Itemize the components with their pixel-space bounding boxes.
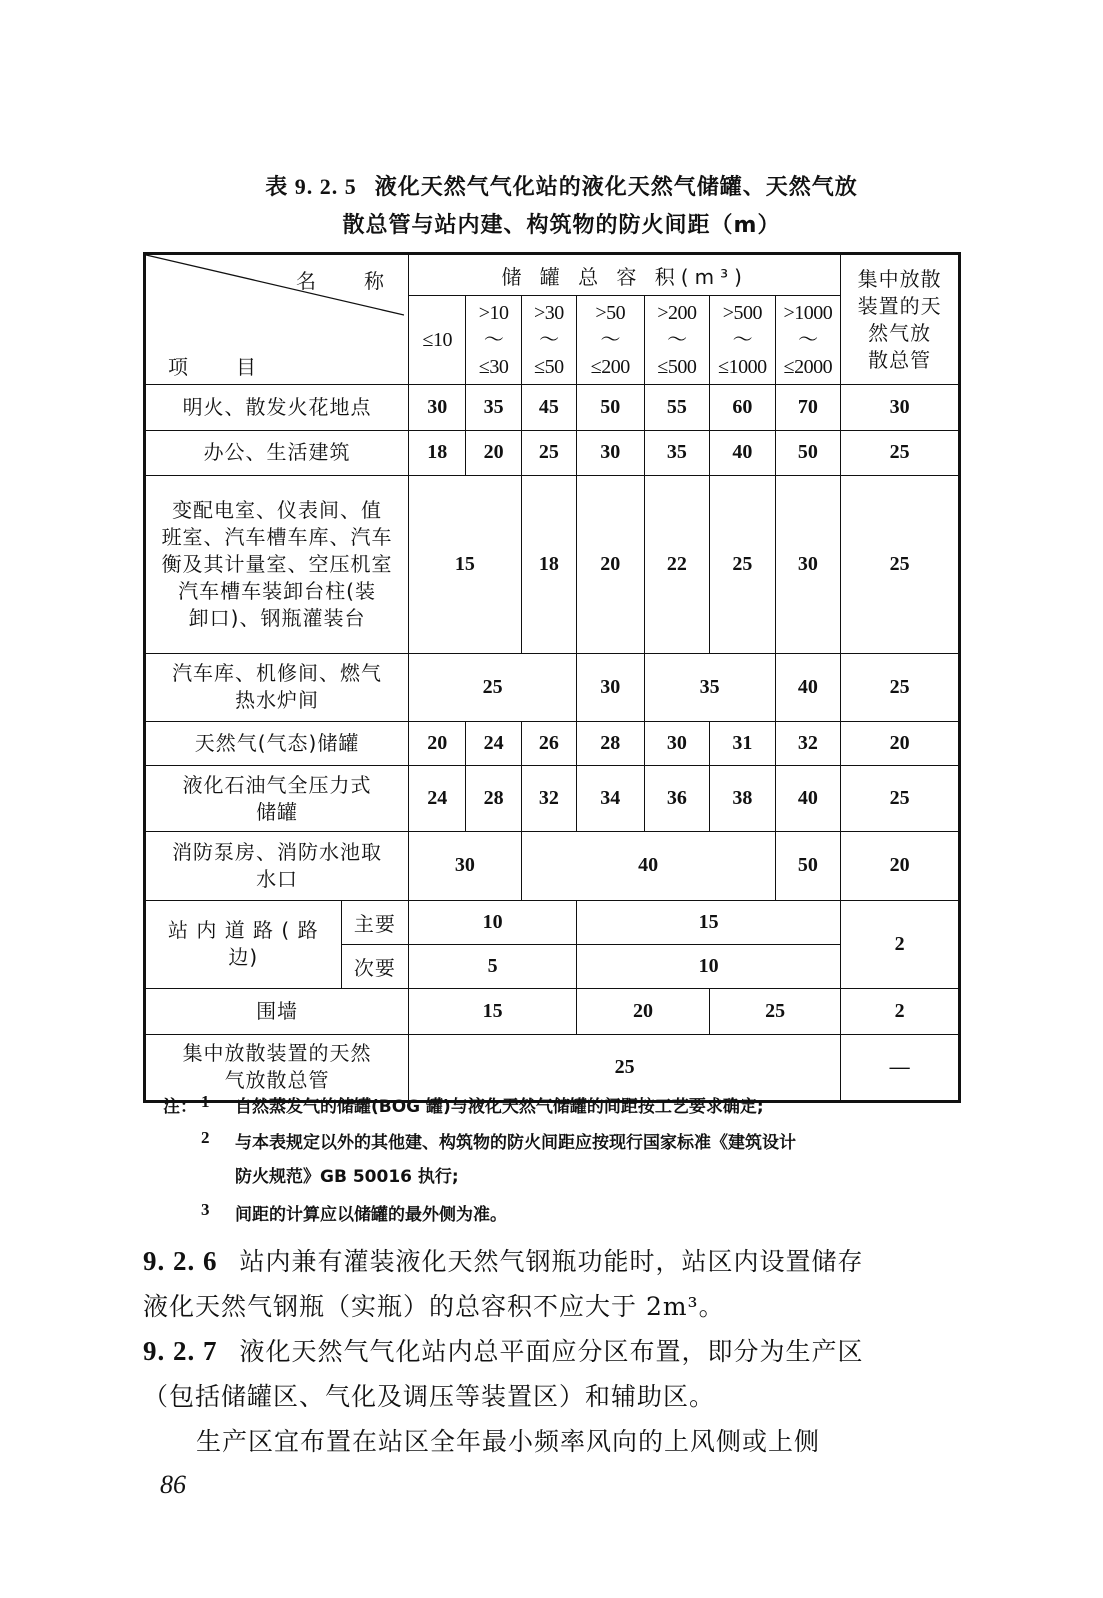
corner-name-label: 名 称	[296, 269, 398, 293]
table-row	[145, 900, 960, 944]
cell-value: 5	[409, 944, 577, 988]
table-row	[145, 653, 960, 721]
paragraph-9-2-6-line-1: 9. 2. 6 站内兼有灌装液化天然气钢瓶功能时，站区内设置储存	[143, 1246, 864, 1276]
cell-value: 35	[644, 430, 710, 475]
cell-value: 55	[644, 385, 710, 430]
row-label: 明火、散发火花地点	[145, 385, 409, 430]
cell-value: 10	[409, 900, 577, 944]
cell-value: 50	[775, 430, 841, 475]
row-label: 天然气(气态)储罐	[145, 721, 409, 765]
cell-collect: 2	[841, 900, 960, 989]
caption-line-1: 液化天然气气化站的液化天然气储罐、天然气放	[374, 175, 858, 200]
cell-collect: —	[841, 1034, 960, 1101]
cell-value: 35	[644, 653, 775, 721]
road-minor-label: 次要	[341, 944, 409, 988]
cell-value: 40	[775, 653, 841, 721]
notes-prefix: 注：	[163, 1097, 197, 1117]
cell-value: 28	[466, 766, 521, 832]
cell-value: 20	[577, 476, 645, 654]
cell-value: 45	[521, 385, 576, 430]
note-num: 1	[201, 1092, 210, 1111]
row-label: 站 内 道 路 ( 路 边)	[145, 900, 342, 989]
collect-header: 集中放散 装置的天 然气放 散总管	[841, 254, 960, 385]
row-label: 围墙	[145, 989, 409, 1034]
cell-value: 15	[409, 989, 577, 1034]
table-row	[145, 989, 960, 1034]
note-text: 防火规范》GB 50016 执行;	[235, 1167, 459, 1187]
table-row	[145, 476, 960, 654]
cell-collect: 25	[841, 476, 960, 654]
clause-number: 9. 2. 6	[143, 1246, 218, 1276]
paragraph-continuation: 生产区宜布置在站区全年最小频率风向的上风侧或上侧	[196, 1427, 821, 1456]
cell-value: 28	[577, 721, 645, 765]
table-row	[145, 385, 960, 430]
note-text: 自然蒸发气的储罐(BOG 罐)与液化天然气储罐的间距按工艺要求确定;	[235, 1097, 764, 1117]
cell-value: 40	[521, 832, 775, 900]
cell-value: 30	[409, 385, 466, 430]
row-label: 消防泵房、消防水池取 水口	[145, 832, 409, 900]
paragraph-9-2-7-line-2: （包括储罐区、气化及调压等装置区）和辅助区。	[143, 1382, 716, 1411]
range-header-3: >30 ～ ≤50	[521, 296, 576, 385]
cell-value: 32	[521, 766, 576, 832]
cell-value: 25	[409, 1034, 841, 1101]
range-header-4: >50 ～ ≤200	[577, 296, 645, 385]
table-caption	[10, 170, 1103, 201]
cell-collect: 25	[841, 653, 960, 721]
note-text: 间距的计算应以储罐的最外侧为准。	[235, 1205, 507, 1225]
cell-value: 60	[710, 385, 776, 430]
note-num: 3	[201, 1200, 210, 1219]
cell-value: 30	[775, 476, 841, 654]
cell-value: 15	[409, 476, 522, 654]
row-label: 集中放散装置的天然 气放散总管	[145, 1034, 409, 1101]
cell-collect: 25	[841, 766, 960, 832]
cell-value: 32	[775, 721, 841, 765]
cell-value: 25	[521, 430, 576, 475]
caption-line-2: 散总管与站内建、构筑物的防火间距（m）	[342, 213, 781, 238]
table-row	[145, 721, 960, 765]
road-main-label: 主要	[341, 900, 409, 944]
corner-item-label: 项 目	[168, 355, 270, 379]
cell-collect: 25	[841, 430, 960, 475]
range-header-6: >500 ～ ≤1000	[710, 296, 776, 385]
table-row	[145, 832, 960, 900]
cell-collect: 20	[841, 832, 960, 900]
paragraph-9-2-6-line-2: 液化天然气钢瓶（实瓶）的总容积不应大于 2m³。	[143, 1292, 725, 1321]
cell-value: 15	[577, 900, 841, 944]
range-header-5: >200 ～ ≤500	[644, 296, 710, 385]
page-number: 86	[160, 1470, 186, 1499]
table-number: 表 9. 2. 5	[265, 174, 357, 199]
cell-value: 70	[775, 385, 841, 430]
cell-value: 25	[710, 989, 841, 1034]
capacity-header: 储 罐 总 容 积(m³)	[409, 254, 841, 296]
cell-collect: 2	[841, 989, 960, 1034]
cell-value: 10	[577, 944, 841, 988]
note-text: 与本表规定以外的其他建、构筑物的防火间距应按现行国家标准《建筑设计	[235, 1133, 796, 1153]
range-header-7: >1000 ～ ≤2000	[775, 296, 841, 385]
cell-value: 24	[466, 721, 521, 765]
cell-value: 40	[775, 766, 841, 832]
cell-value: 20	[577, 989, 710, 1034]
cell-value: 50	[775, 832, 841, 900]
cell-value: 18	[521, 476, 576, 654]
cell-value: 34	[577, 766, 645, 832]
cell-value: 36	[644, 766, 710, 832]
cell-value: 20	[466, 430, 521, 475]
cell-value: 31	[710, 721, 776, 765]
cell-value: 20	[409, 721, 466, 765]
row-label: 办公、生活建筑	[145, 430, 409, 475]
cell-value: 50	[577, 385, 645, 430]
cell-value: 24	[409, 766, 466, 832]
cell-value: 26	[521, 721, 576, 765]
cell-value: 25	[409, 653, 577, 721]
corner-header	[145, 254, 409, 385]
cell-value: 35	[466, 385, 521, 430]
cell-value: 40	[710, 430, 776, 475]
range-header-2: >10 ～ ≤30	[466, 296, 521, 385]
cell-value: 22	[644, 476, 710, 654]
row-label: 变配电室、仪表间、值 班室、汽车槽车库、汽车 衡及其计量室、空压机室 汽车槽车装卸台柱(装 卸口)、钢瓶灌装台	[145, 476, 409, 654]
cell-collect: 30	[841, 385, 960, 430]
cell-value: 25	[710, 476, 776, 654]
note-num: 2	[201, 1128, 210, 1147]
range-header-1: ≤10	[409, 296, 466, 385]
note-1	[163, 1092, 764, 1117]
cell-value: 30	[577, 430, 645, 475]
row-label: 液化石油气全压力式 储罐	[145, 766, 409, 832]
clause-number: 9. 2. 7	[143, 1336, 218, 1366]
cell-value: 38	[710, 766, 776, 832]
paragraph-9-2-7-line-1: 9. 2. 7 液化天然气气化站内总平面应分区布置，即分为生产区	[143, 1336, 864, 1366]
row-label: 汽车库、机修间、燃气 热水炉间	[145, 653, 409, 721]
table-row	[145, 430, 960, 475]
fire-distance-table	[143, 252, 961, 1103]
table-row	[145, 766, 960, 832]
cell-value: 18	[409, 430, 466, 475]
cell-value: 30	[644, 721, 710, 765]
cell-collect: 20	[841, 721, 960, 765]
cell-value: 30	[409, 832, 522, 900]
cell-value: 30	[577, 653, 645, 721]
